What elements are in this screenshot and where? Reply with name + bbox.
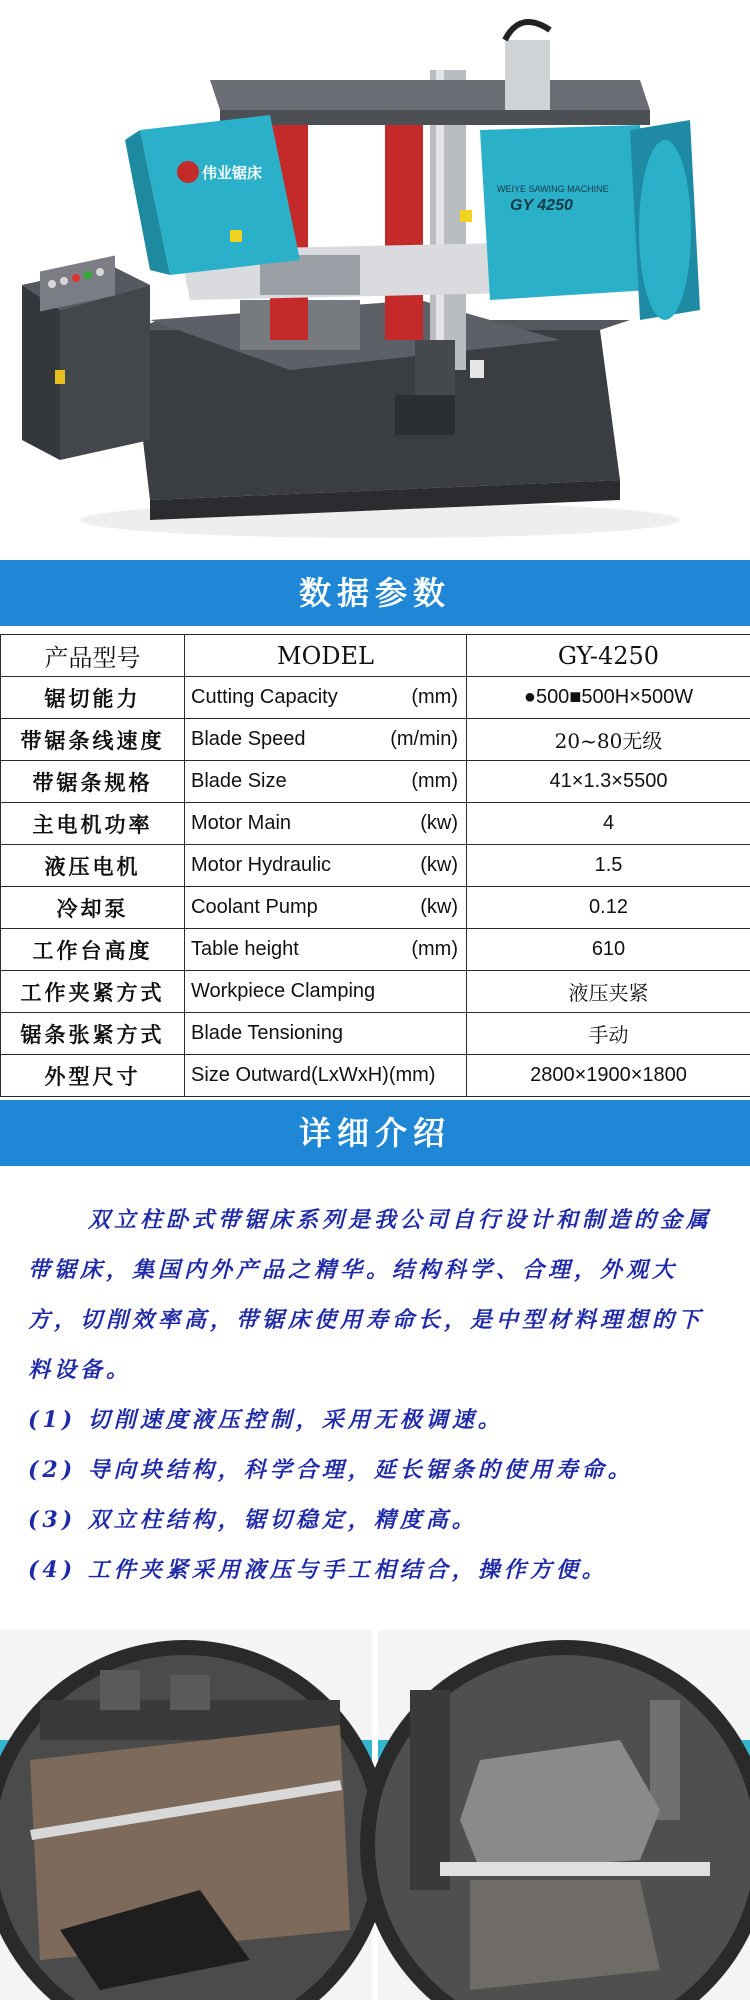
brand-logo-text: 伟业锯床 [202,164,262,182]
row-zh-label: 液压电机 [1,845,185,887]
product-description [28,1195,724,1595]
feature-point: (1) 切削速度液压控制，采用无极调速。 [28,1395,724,1445]
row-zh-label: 冷却泵 [1,887,185,929]
row-en-cell [185,929,467,971]
row-en-label: Blade Size [191,770,287,792]
row-zh-label: 锯切能力 [1,677,185,719]
row-value: ●500■500H×500W [467,677,750,719]
row-en-cell [185,677,467,719]
row-zh-label: 带锯条规格 [1,761,185,803]
row-en-cell [185,1055,467,1097]
machine-model-plate: GY 4250 [510,197,573,214]
row-unit: (kw) [420,845,458,886]
row-en-cell [185,803,467,845]
row-value: 20~80无级 [467,719,750,761]
row-en-label: Table height [191,938,299,960]
spec-table [0,634,750,1097]
table-row [1,803,750,845]
row-en-cell [185,761,467,803]
table-row [1,761,750,803]
detail-photos [0,1630,750,2000]
table-row [1,845,750,887]
row-en-cell [185,971,467,1013]
spec-table-header-row [1,635,750,677]
row-en-cell [185,845,467,887]
table-row [1,1055,750,1097]
header-zh-cell: 产品型号 [1,635,185,677]
row-zh-label: 工作台高度 [1,929,185,971]
table-row [1,719,750,761]
row-unit: (mm) [411,929,458,970]
cutting-detail-photos [0,1630,750,2000]
row-zh-label: 工作夹紧方式 [1,971,185,1013]
row-unit: (m/min) [390,719,458,760]
cut-workpiece-photo [360,1630,750,2000]
row-en-label: Blade Speed [191,728,306,750]
header-en-cell: MODEL [185,635,467,677]
band-saw-machine-illustration [0,0,750,560]
row-value: 41×1.3×5500 [467,761,750,803]
table-row [1,1013,750,1055]
row-en-label: Size Outward(LxWxH)(mm) [191,1064,435,1086]
row-value: 1.5 [467,845,750,887]
row-en-label: Blade Tensioning [191,1022,343,1044]
feature-point: (2) 导向块结构，科学合理，延长锯条的使用寿命。 [28,1445,724,1495]
row-en-label: Coolant Pump [191,896,318,918]
blade-closeup-photo [0,1630,390,2000]
machine-photo [0,0,750,560]
row-en-cell [185,719,467,761]
feature-point: (4) 工件夹紧采用液压与手工相结合，操作方便。 [28,1545,724,1595]
row-unit: (kw) [420,803,458,844]
row-value: 0.12 [467,887,750,929]
row-value: 2800×1900×1800 [467,1055,750,1097]
table-row [1,929,750,971]
row-zh-label: 锯条张紧方式 [1,1013,185,1055]
detail-section-banner [0,1100,750,1166]
row-en-label: Workpiece Clamping [191,980,375,1002]
row-unit: (mm) [411,761,458,802]
params-section-banner [0,560,750,626]
row-en-label: Motor Main [191,812,291,834]
table-row [1,971,750,1013]
row-zh-label: 主电机功率 [1,803,185,845]
row-unit: (mm) [411,677,458,718]
row-zh-label: 带锯条线速度 [1,719,185,761]
params-section-title: 数据参数 [299,574,451,612]
row-value: 手动 [467,1013,750,1055]
row-en-label: Cutting Capacity [191,686,338,708]
machine-header-text: WEIYE SAWING MACHINE [497,184,609,194]
row-unit: (kw) [420,887,458,928]
row-en-cell [185,1013,467,1055]
row-value: 4 [467,803,750,845]
description-paragraph: 双立柱卧式带锯床系列是我公司自行设计和制造的金属带锯床，集国内外产品之精华。结构科学、合理，外观大方，切削效率高，带锯床使用寿命长，是中型材料理想的下料设备。 [28,1195,724,1395]
row-value: 610 [467,929,750,971]
row-en-label: Motor Hydraulic [191,854,331,876]
row-en-cell [185,887,467,929]
row-zh-label: 外型尺寸 [1,1055,185,1097]
feature-point: (3) 双立柱结构，锯切稳定，精度高。 [28,1495,724,1545]
header-value-cell: GY-4250 [467,635,750,677]
table-row [1,887,750,929]
detail-section-title: 详细介绍 [299,1114,451,1152]
table-row [1,677,750,719]
row-value: 液压夹紧 [467,971,750,1013]
